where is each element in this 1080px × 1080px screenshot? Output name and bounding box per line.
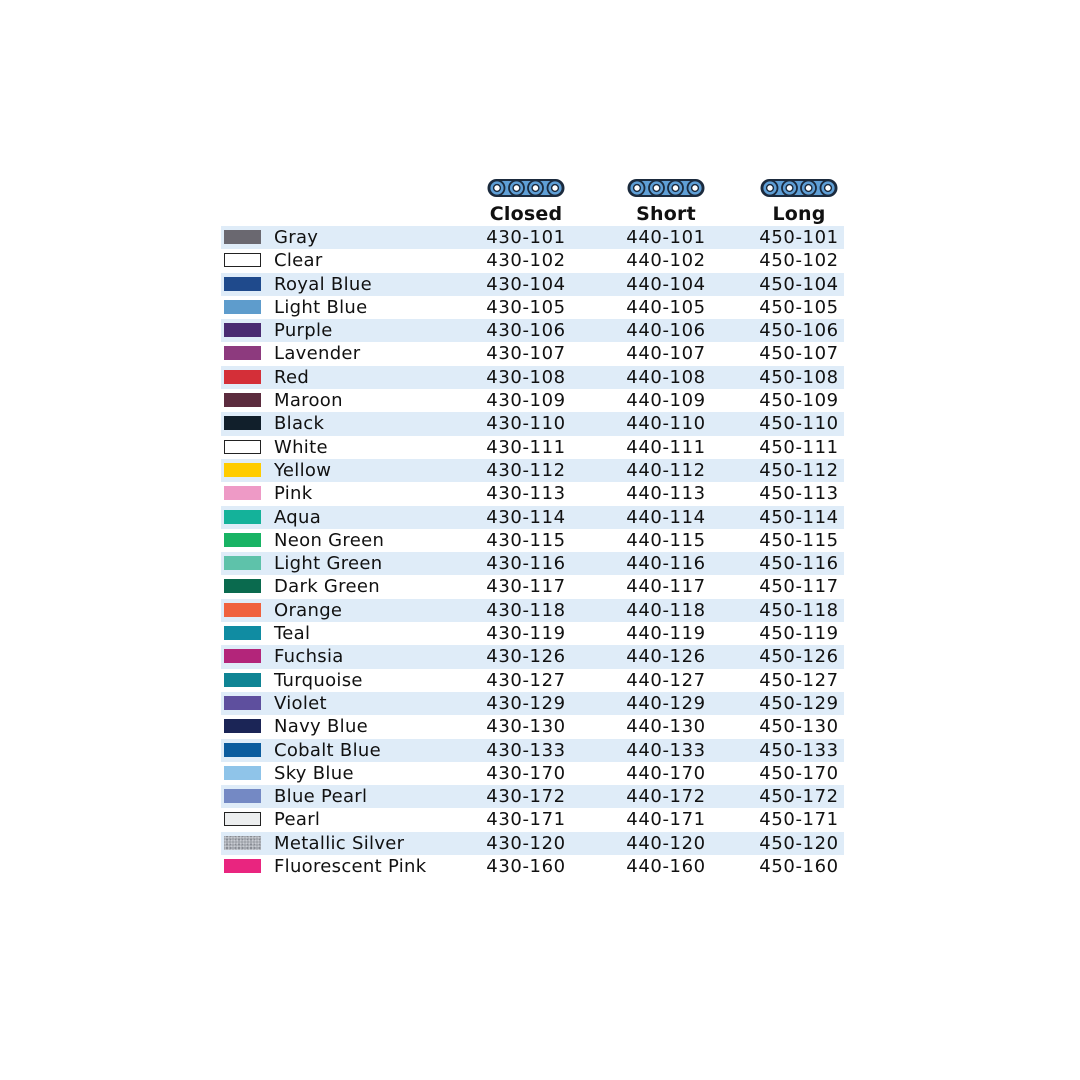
color-name: Lavender (274, 343, 361, 365)
short-code: 440-171 (626, 809, 706, 831)
color-name: Violet (274, 692, 327, 714)
table-row (221, 249, 844, 272)
closed-code: 430-114 (486, 506, 566, 528)
color-swatch (224, 230, 261, 244)
closed-code: 430-171 (486, 809, 566, 831)
color-name: Metallic Silver (274, 832, 405, 854)
short-code: 440-160 (626, 856, 706, 878)
table-row (221, 622, 844, 645)
long-code: 450-119 (759, 623, 839, 645)
color-swatch (224, 556, 261, 570)
closed-code: 430-127 (486, 669, 566, 691)
table-row (221, 575, 844, 598)
color-swatch (224, 440, 261, 454)
long-code: 450-116 (759, 553, 839, 575)
table-row (221, 832, 844, 855)
color-name: Neon Green (274, 529, 385, 551)
color-name: Cobalt Blue (274, 739, 381, 761)
table-row (221, 506, 844, 529)
long-code: 450-129 (759, 692, 839, 714)
color-swatch (224, 579, 261, 593)
long-code: 450-133 (759, 739, 839, 761)
closed-code: 430-108 (486, 366, 566, 388)
table-row (221, 296, 844, 319)
table-row (221, 342, 844, 365)
color-swatch (224, 743, 261, 757)
color-name: White (274, 436, 328, 458)
table-header (221, 176, 844, 226)
table-body (221, 226, 844, 878)
color-swatch (224, 486, 261, 500)
color-name: Sky Blue (274, 762, 354, 784)
short-code: 440-109 (626, 390, 706, 412)
column-label: Long (772, 203, 826, 225)
long-code: 450-170 (759, 762, 839, 784)
color-name: Red (274, 366, 310, 388)
short-code: 440-130 (626, 716, 706, 738)
long-code: 450-115 (759, 529, 839, 551)
table-row (221, 645, 844, 668)
color-name: Pearl (274, 809, 321, 831)
short-code: 440-115 (626, 529, 706, 551)
table-row (221, 482, 844, 505)
short-code: 440-113 (626, 483, 706, 505)
color-swatch (224, 626, 261, 640)
long-code: 450-102 (759, 250, 839, 272)
long-code: 450-109 (759, 390, 839, 412)
closed-code: 430-105 (486, 296, 566, 318)
long-code: 450-130 (759, 716, 839, 738)
long-code: 450-160 (759, 856, 839, 878)
color-name: Gray (274, 227, 319, 248)
short-code: 440-112 (626, 459, 706, 481)
color-name: Fuchsia (274, 646, 344, 668)
closed-code: 430-101 (486, 227, 566, 248)
color-swatch (224, 766, 261, 780)
short-code: 440-116 (626, 553, 706, 575)
column-header-long (729, 176, 869, 225)
closed-code: 430-170 (486, 762, 566, 784)
short-code: 440-101 (626, 227, 706, 248)
long-code: 450-108 (759, 366, 839, 388)
closed-code: 430-107 (486, 343, 566, 365)
table-row (221, 739, 844, 762)
color-swatch (224, 789, 261, 803)
color-swatch (224, 416, 261, 430)
color-name: Aqua (274, 506, 322, 528)
color-name: Teal (274, 623, 311, 645)
table-row (221, 366, 844, 389)
closed-code: 430-129 (486, 692, 566, 714)
table-row (221, 412, 844, 435)
closed-code: 430-111 (486, 436, 566, 458)
table-row (221, 552, 844, 575)
closed-code: 430-110 (486, 413, 566, 435)
color-swatch (224, 836, 261, 850)
table-row (221, 692, 844, 715)
color-swatch (224, 859, 261, 873)
closed-code: 430-133 (486, 739, 566, 761)
closed-code: 430-118 (486, 599, 566, 621)
column-header-short (596, 176, 736, 225)
color-swatch (224, 277, 261, 291)
table-row (221, 599, 844, 622)
long-code: 450-112 (759, 459, 839, 481)
color-name: Light Blue (274, 296, 368, 318)
short-code: 440-108 (626, 366, 706, 388)
short-code: 440-170 (626, 762, 706, 784)
long-code: 450-126 (759, 646, 839, 668)
color-name: Dark Green (274, 576, 380, 598)
color-swatch (224, 673, 261, 687)
long-code: 450-111 (759, 436, 839, 458)
color-name: Fluorescent Pink (274, 856, 427, 878)
long-chain-icon (760, 176, 838, 200)
color-name: Purple (274, 320, 333, 342)
closed-code: 430-115 (486, 529, 566, 551)
color-name: Maroon (274, 390, 343, 412)
color-swatch (224, 463, 261, 477)
table-row (221, 855, 844, 878)
long-code: 450-120 (759, 832, 839, 854)
short-chain-icon (627, 176, 705, 200)
long-code: 450-101 (759, 227, 839, 248)
table-row (221, 226, 844, 249)
table-row (221, 762, 844, 785)
short-code: 440-118 (626, 599, 706, 621)
long-code: 450-114 (759, 506, 839, 528)
short-code: 440-133 (626, 739, 706, 761)
color-name: Orange (274, 599, 343, 621)
long-code: 450-117 (759, 576, 839, 598)
long-code: 450-172 (759, 786, 839, 808)
color-swatch (224, 300, 261, 314)
color-swatch (224, 603, 261, 617)
short-code: 440-102 (626, 250, 706, 272)
closed-code: 430-119 (486, 623, 566, 645)
closed-code: 430-106 (486, 320, 566, 342)
closed-code: 430-130 (486, 716, 566, 738)
table-row (221, 785, 844, 808)
color-name: Blue Pearl (274, 786, 368, 808)
table-row (221, 436, 844, 459)
table-row (221, 389, 844, 412)
table-row (221, 715, 844, 738)
closed-code: 430-120 (486, 832, 566, 854)
short-code: 440-117 (626, 576, 706, 598)
short-code: 440-111 (626, 436, 706, 458)
color-swatch (224, 323, 261, 337)
color-name: Pink (274, 483, 313, 505)
short-code: 440-129 (626, 692, 706, 714)
color-swatch (224, 510, 261, 524)
closed-code: 430-102 (486, 250, 566, 272)
short-code: 440-105 (626, 296, 706, 318)
closed-code: 430-172 (486, 786, 566, 808)
closed-code: 430-104 (486, 273, 566, 295)
color-swatch (224, 346, 261, 360)
color-name: Black (274, 413, 325, 435)
table-row (221, 669, 844, 692)
short-code: 440-106 (626, 320, 706, 342)
closed-code: 430-126 (486, 646, 566, 668)
long-code: 450-127 (759, 669, 839, 691)
short-code: 440-119 (626, 623, 706, 645)
column-label: Short (636, 203, 696, 225)
long-code: 450-110 (759, 413, 839, 435)
short-code: 440-104 (626, 273, 706, 295)
color-swatch (224, 370, 261, 384)
table-row (221, 529, 844, 552)
color-name: Light Green (274, 553, 383, 575)
color-name: Clear (274, 250, 323, 272)
column-label: Closed (489, 203, 563, 225)
color-swatch (224, 533, 261, 547)
color-swatch (224, 253, 261, 267)
short-code: 440-114 (626, 506, 706, 528)
short-code: 440-127 (626, 669, 706, 691)
long-code: 450-171 (759, 809, 839, 831)
table-row (221, 459, 844, 482)
color-name: Turquoise (274, 669, 363, 691)
color-name: Royal Blue (274, 273, 372, 295)
short-code: 440-110 (626, 413, 706, 435)
color-code-table (221, 176, 844, 878)
table-row (221, 319, 844, 342)
long-code: 450-106 (759, 320, 839, 342)
closed-code: 430-112 (486, 459, 566, 481)
closed-code: 430-109 (486, 390, 566, 412)
table-row (221, 273, 844, 296)
closed-code: 430-160 (486, 856, 566, 878)
table-row (221, 808, 844, 831)
short-code: 440-172 (626, 786, 706, 808)
long-code: 450-104 (759, 273, 839, 295)
short-code: 440-107 (626, 343, 706, 365)
long-code: 450-118 (759, 599, 839, 621)
closed-code: 430-113 (486, 483, 566, 505)
closed-code: 430-116 (486, 553, 566, 575)
color-name: Yellow (274, 459, 332, 481)
color-name: Navy Blue (274, 716, 369, 738)
color-swatch (224, 696, 261, 710)
long-code: 450-107 (759, 343, 839, 365)
long-code: 450-105 (759, 296, 839, 318)
color-swatch (224, 812, 261, 826)
closed-chain-icon (487, 176, 565, 200)
short-code: 440-126 (626, 646, 706, 668)
color-swatch (224, 719, 261, 733)
short-code: 440-120 (626, 832, 706, 854)
color-swatch (224, 649, 261, 663)
column-header-closed (456, 176, 596, 225)
long-code: 450-113 (759, 483, 839, 505)
color-swatch (224, 393, 261, 407)
closed-code: 430-117 (486, 576, 566, 598)
